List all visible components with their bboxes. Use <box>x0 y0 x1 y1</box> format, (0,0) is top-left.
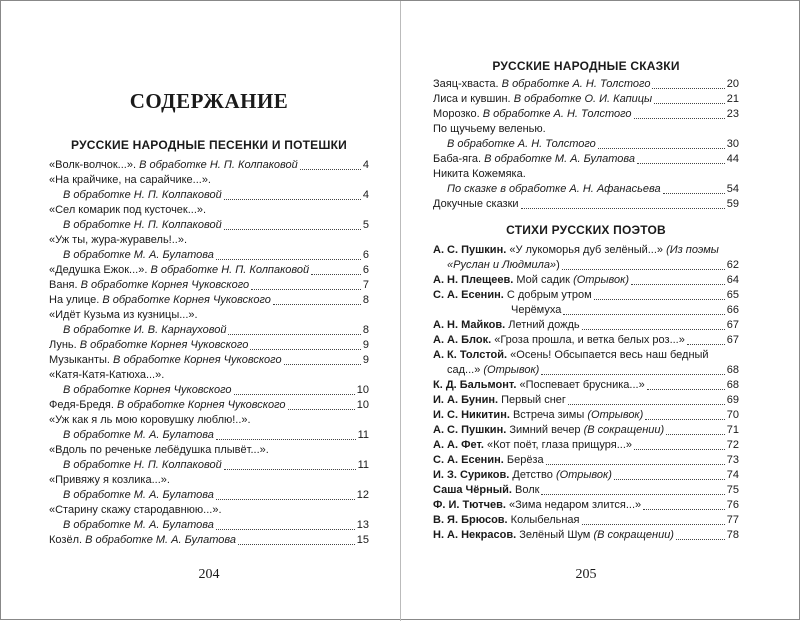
entry-page-number: 67 <box>726 319 739 331</box>
entry-page-number: 64 <box>726 274 739 286</box>
toc-folk-tales <box>433 77 739 212</box>
section-title-folk-tales: РУССКИЕ НАРОДНЫЕ СКАЗКИ <box>492 59 680 73</box>
entry-page-number: 30 <box>726 138 739 150</box>
toc-entry[interactable] <box>433 92 739 107</box>
toc-entry[interactable] <box>49 248 369 263</box>
toc-entry[interactable] <box>49 533 369 548</box>
leader-dots <box>300 169 361 170</box>
entry-title: И. А. Бунин. Первый снег <box>433 394 566 406</box>
entry-title: Докучные сказки <box>433 198 519 210</box>
toc-entry[interactable] <box>433 498 739 513</box>
toc-entry[interactable] <box>433 378 739 393</box>
leader-dots <box>634 118 725 119</box>
leader-dots <box>288 409 355 410</box>
leader-dots <box>234 394 355 395</box>
toc-entry[interactable] <box>49 218 369 233</box>
entry-page-number: 44 <box>726 153 739 165</box>
leader-dots <box>284 364 361 365</box>
entry-title: Черёмуха <box>511 304 562 316</box>
leader-dots <box>676 539 725 540</box>
entry-page-number: 69 <box>726 394 739 406</box>
entry-page-number: 9 <box>362 354 369 366</box>
leader-dots <box>250 349 361 350</box>
entry-page-number: 10 <box>356 384 369 396</box>
entry-page-number: 21 <box>726 93 739 105</box>
entry-title: Морозко. В обработке А. Н. Толстого <box>433 108 632 120</box>
entry-title: В обработке А. Н. Толстого <box>447 138 596 150</box>
toc-entry[interactable] <box>433 318 739 333</box>
leader-dots <box>238 544 355 545</box>
leader-dots <box>216 259 361 260</box>
leader-dots <box>521 208 725 209</box>
toc-entry[interactable] <box>433 273 739 288</box>
toc-poems <box>433 243 739 543</box>
leader-dots <box>216 499 355 500</box>
entry-title: А. Н. Плещеев. Мой садик (Отрывок) <box>433 274 630 286</box>
entry-page-number: 54 <box>726 183 739 195</box>
entry-page-number: 77 <box>726 514 739 526</box>
entry-title: И. З. Суриков. Детство (Отрывок) <box>433 469 612 481</box>
toc-entry-line: «Катя-Катя-Катюха...». <box>49 369 165 381</box>
entry-title: В обработке М. А. Булатова <box>63 429 214 441</box>
entry-page-number: 12 <box>356 489 369 501</box>
toc-entry[interactable] <box>433 182 739 197</box>
entry-page-number: 5 <box>362 219 369 231</box>
toc-entry[interactable] <box>433 363 739 378</box>
entry-page-number: 23 <box>726 108 739 120</box>
entry-title: А. А. Фет. «Кот поёт, глаза прищуря...» <box>433 439 633 451</box>
entry-title: «Дедушка Ежок...». В обработке Н. П. Колпаковой <box>49 264 310 276</box>
leader-dots <box>594 299 725 300</box>
leader-dots <box>643 509 725 510</box>
entry-title: В обработке М. А. Булатова <box>63 489 214 501</box>
toc-entry-line: А. К. Толстой. «Осень! Обсыпается весь наш бедный <box>433 349 709 361</box>
entry-page-number: 66 <box>726 304 739 316</box>
entry-title: В обработке М. А. Булатова <box>63 519 214 531</box>
toc-entry[interactable] <box>49 383 369 398</box>
toc-entry[interactable] <box>49 293 369 308</box>
leader-dots <box>568 404 725 405</box>
leader-dots <box>645 419 724 420</box>
leader-dots <box>563 314 724 315</box>
entry-page-number: 8 <box>362 324 369 336</box>
toc-entry[interactable] <box>433 303 739 318</box>
toc-entry[interactable] <box>433 438 739 453</box>
leader-dots <box>647 389 725 390</box>
toc-entry[interactable] <box>433 77 739 92</box>
toc-entry[interactable] <box>49 323 369 338</box>
leader-dots <box>228 334 360 335</box>
toc-entry-line: «Уж как я ль мою коровушку люблю!..». <box>49 414 251 426</box>
entry-title: Саша Чёрный. Волк <box>433 484 540 496</box>
toc-entry[interactable] <box>49 518 369 533</box>
toc-entry[interactable] <box>433 408 739 423</box>
toc-entry[interactable] <box>433 468 739 483</box>
entry-page-number: 68 <box>726 379 739 391</box>
leader-dots <box>582 329 725 330</box>
entry-page-number: 59 <box>726 198 739 210</box>
contents-title: СОДЕРЖАНИЕ <box>129 89 289 113</box>
toc-entry[interactable] <box>49 428 369 443</box>
entry-title: А. С. Пушкин. Зимний вечер (В сокращении) <box>433 424 665 436</box>
entry-page-number: 13 <box>356 519 369 531</box>
leader-dots <box>541 374 724 375</box>
entry-title: В обработке Н. П. Колпаковой <box>63 219 222 231</box>
toc-entry[interactable] <box>433 453 739 468</box>
entry-title: По сказке в обработке А. Н. Афанасьева <box>447 183 661 195</box>
entry-page-number: 72 <box>726 439 739 451</box>
toc-entry[interactable] <box>49 158 369 173</box>
toc-entry[interactable] <box>433 513 739 528</box>
toc-entry[interactable] <box>433 107 739 122</box>
toc-entry[interactable] <box>433 258 739 273</box>
toc-entry[interactable] <box>49 488 369 503</box>
entry-title: В обработке И. В. Карнауховой <box>63 324 227 336</box>
entry-title: Заяц-хваста. В обработке А. Н. Толстого <box>433 78 651 90</box>
toc-entry-line: «Старину скажу стародавнюю...». <box>49 504 222 516</box>
entry-title: Ф. И. Тютчев. «Зима недаром злится...» <box>433 499 642 511</box>
entry-page-number: 20 <box>726 78 739 90</box>
entry-page-number: 10 <box>356 399 369 411</box>
entry-title: сад...» (Отрывок) <box>447 364 540 376</box>
leader-dots <box>614 479 725 480</box>
toc-entry[interactable] <box>433 528 739 543</box>
leader-dots <box>216 529 355 530</box>
entry-page-number: 65 <box>726 289 739 301</box>
leader-dots <box>546 464 725 465</box>
entry-title: «Волк-волчок...». В обработке Н. П. Колпаковой <box>49 159 298 171</box>
entry-title: В. Я. Брюсов. Колыбельная <box>433 514 580 526</box>
leader-dots <box>652 88 724 89</box>
toc-entry-line: «На крайчике, на сарайчике...». <box>49 174 211 186</box>
toc-entry[interactable] <box>433 483 739 498</box>
entry-title: А. Н. Майков. Летний дождь <box>433 319 580 331</box>
entry-title: Музыканты. В обработке Корнея Чуковского <box>49 354 282 366</box>
leader-dots <box>224 199 361 200</box>
entry-title: Ваня. В обработке Корнея Чуковского <box>49 279 250 291</box>
page-number-left: 204 <box>198 567 220 582</box>
leader-dots <box>634 449 725 450</box>
entry-title: В обработке М. А. Булатова <box>63 249 214 261</box>
toc-entry-line: «Сел комарик под кусточек...». <box>49 204 207 216</box>
entry-page-number: 4 <box>362 159 369 171</box>
entry-page-number: 78 <box>726 529 739 541</box>
toc-entry-line: «Вдоль по реченьке лебёдушка плывёт...». <box>49 444 269 456</box>
leader-dots <box>273 304 361 305</box>
leader-dots <box>311 274 361 275</box>
toc-entry[interactable] <box>433 288 739 303</box>
toc-entry[interactable] <box>49 278 369 293</box>
entry-page-number: 70 <box>726 409 739 421</box>
entry-title: И. С. Никитин. Встреча зимы (Отрывок) <box>433 409 644 421</box>
toc-entry[interactable] <box>433 137 739 152</box>
entry-title: Баба-яга. В обработке М. А. Булатова <box>433 153 636 165</box>
entry-title: В обработке Н. П. Колпаковой <box>63 189 222 201</box>
entry-title: К. Д. Бальмонт. «Поспевает брусника...» <box>433 379 645 391</box>
entry-title: Лиса и кувшин. В обработке О. И. Капицы <box>433 93 653 105</box>
page-number-right: 205 <box>575 567 597 582</box>
entry-title: С. А. Есенин. Берёза <box>433 454 544 466</box>
entry-page-number: 7 <box>362 279 369 291</box>
leader-dots <box>562 269 725 270</box>
left-page <box>49 1 369 621</box>
entry-title: А. А. Блок. «Гроза прошла, и ветка белых роз...» <box>433 334 685 346</box>
entry-page-number: 4 <box>362 189 369 201</box>
leader-dots <box>654 103 725 104</box>
section-title-poems: СТИХИ РУССКИХ ПОЭТОВ <box>506 223 666 237</box>
leader-dots <box>224 229 361 230</box>
entry-page-number: 8 <box>362 294 369 306</box>
entry-page-number: 68 <box>726 364 739 376</box>
toc-entry[interactable] <box>433 423 739 438</box>
entry-page-number: 71 <box>726 424 739 436</box>
leader-dots <box>582 524 725 525</box>
entry-page-number: 76 <box>726 499 739 511</box>
section-title-folk-songs: РУССКИЕ НАРОДНЫЕ ПЕСЕНКИ И ПОТЕШКИ <box>71 138 347 152</box>
entry-page-number: 11 <box>357 459 369 471</box>
entry-page-number: 62 <box>726 259 739 271</box>
toc-entry[interactable] <box>433 152 739 167</box>
toc-entry[interactable] <box>49 458 369 473</box>
toc-entry-line: «Уж ты, жура-журавель!..». <box>49 234 188 246</box>
entry-page-number: 15 <box>356 534 369 546</box>
entry-title: В обработке Корнея Чуковского <box>63 384 232 396</box>
entry-page-number: 9 <box>362 339 369 351</box>
toc-entry-line: По щучьему веленью. <box>433 123 546 135</box>
leader-dots <box>631 284 725 285</box>
toc-entry[interactable] <box>433 393 739 408</box>
toc-entry[interactable] <box>49 188 369 203</box>
toc-folk-songs <box>49 158 369 548</box>
entry-title: В обработке Н. П. Колпаковой <box>63 459 222 471</box>
toc-entry[interactable] <box>49 263 369 278</box>
entry-title: Козёл. В обработке М. А. Булатова <box>49 534 236 546</box>
entry-page-number: 11 <box>357 429 369 441</box>
leader-dots <box>666 434 725 435</box>
right-page <box>433 1 739 621</box>
toc-entry-line: «Привяжу я козлика...». <box>49 474 170 486</box>
toc-entry[interactable] <box>433 197 739 212</box>
toc-entry[interactable] <box>433 333 739 348</box>
toc-entry[interactable] <box>49 398 369 413</box>
entry-page-number: 75 <box>726 484 739 496</box>
toc-entry-line: А. С. Пушкин. «У лукоморья дуб зелёный...» (Из поэмы <box>433 244 719 256</box>
leader-dots <box>663 193 725 194</box>
toc-entry-line: «Идёт Кузьма из кузницы...». <box>49 309 198 321</box>
toc-entry[interactable] <box>49 353 369 368</box>
entry-page-number: 73 <box>726 454 739 466</box>
leader-dots <box>637 163 725 164</box>
entry-page-number: 74 <box>726 469 739 481</box>
entry-title: Лунь. В обработке Корнея Чуковского <box>49 339 249 351</box>
toc-entry[interactable] <box>49 338 369 353</box>
leader-dots <box>598 148 725 149</box>
entry-title: На улице. В обработке Корнея Чуковского <box>49 294 271 306</box>
entry-page-number: 67 <box>726 334 739 346</box>
leader-dots <box>541 494 724 495</box>
page-gutter <box>400 1 401 621</box>
entry-title: С. А. Есенин. С добрым утром <box>433 289 592 301</box>
entry-title: «Руслан и Людмила») <box>447 259 560 271</box>
leader-dots <box>216 439 356 440</box>
leader-dots <box>224 469 356 470</box>
entry-title: Н. А. Некрасов. Зелёный Шум (В сокращении) <box>433 529 674 541</box>
entry-title: Федя-Бредя. В обработке Корнея Чуковского <box>49 399 286 411</box>
leader-dots <box>687 344 725 345</box>
toc-entry-line: Никита Кожемяка. <box>433 168 526 180</box>
entry-page-number: 6 <box>362 264 369 276</box>
entry-page-number: 6 <box>362 249 369 261</box>
leader-dots <box>251 289 361 290</box>
